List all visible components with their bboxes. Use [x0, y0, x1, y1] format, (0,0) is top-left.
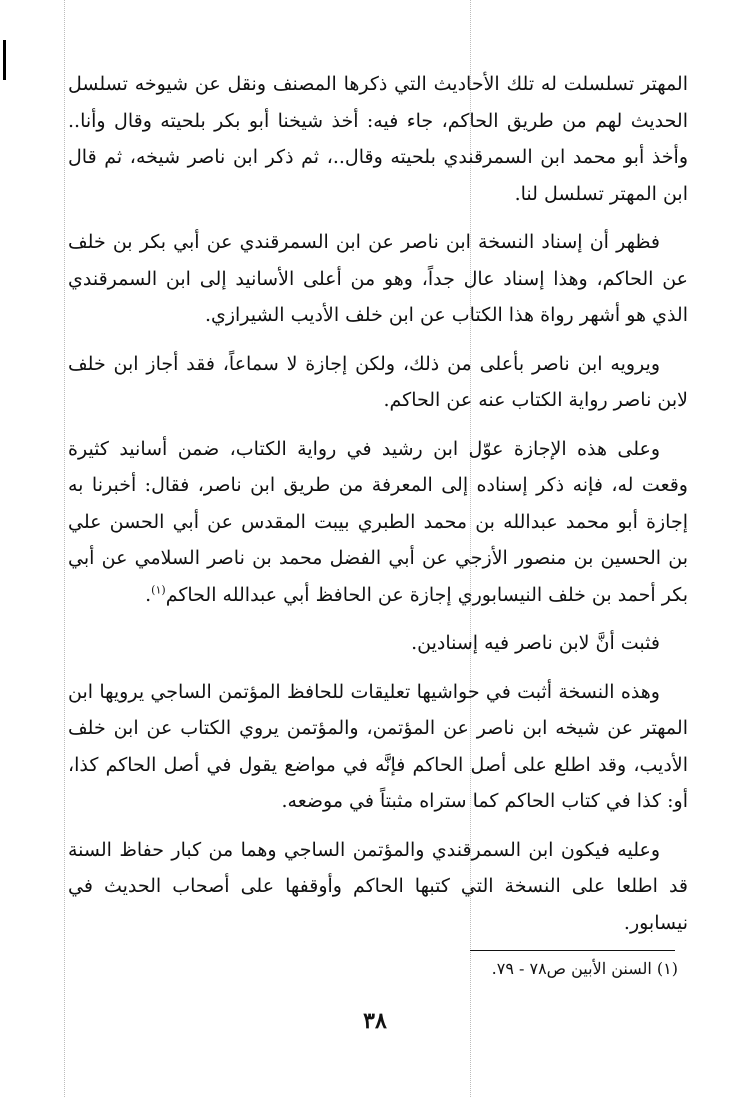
scan-edge-mark	[3, 40, 6, 80]
paragraph: المهتر تسلسلت له تلك الأحاديث التي ذكرها المصنف ونقل عن شيوخه تسلسل الحديث لهم من طريق الحاكم، جاء فيه: أخذ شيخنا أبو بكر بلحيته وقال وأنا.. وأخذ أبو محمد ابن السمرقندي بلحيته وقال..، ثم ذكر ابن ناصر شيخه، ثم قال ابن المهتر تسلسل لنا.	[68, 73, 688, 205]
paragraph: وعليه فيكون ابن السمرقندي والمؤتمن الساجي وهما من كبار حفاظ السنة قد اطلعا على النسخة التي كتبها الحاكم وأوقفها على أصحاب الحديث في نيسابور.	[68, 838, 688, 934]
footnote: (١) السنن الأبين ص٧٨ - ٧٩.	[491, 959, 678, 978]
paragraph: فثبت أنَّ لابن ناصر فيه إسنادين.	[411, 632, 660, 654]
scan-guide-line	[64, 0, 65, 1097]
paragraph: وهذه النسخة أثبت في حواشيها تعليقات للحافظ المؤتمن الساجي يرويها ابن المهتر عن شيخه ابن ناصر عن المؤتمن، والمؤتمن يروي الكتاب عن ابن خلف الأديب، وقد اطلع على أصل الحاكم فإنَّه في مواضع يقول في أصل الحاكم كذا، أو: كذا في كتاب الحاكم كما ستراه مثبتاً في موضعه.	[68, 680, 688, 812]
paragraph-text: وعلى هذه الإجازة عوّل ابن رشيد في رواية الكتاب، ضمن أسانيد كثيرة وقعت له، فإنه ذكر إسناده إلى المعرفة من طريق ابن ناصر، فقال: أخبرنا به إجازة أبو محمد عبدالله بن محمد الطبري بيبت المقدس عن أبي الحسن علي بن الحسين بن منصور الأزجي عن أبي الفضل محمد بن ناصر السلامي عن أبي بكر أحمد بن خلف النيسابوري إجازة عن الحافظ أبي عبدالله الحاكم	[68, 437, 688, 606]
footnote-separator	[470, 950, 675, 951]
page-body	[68, 66, 688, 953]
paragraph	[68, 431, 688, 614]
paragraph-end: .	[145, 583, 152, 606]
footnote-reference: (١)	[151, 583, 166, 597]
paragraph: ويرويه ابن ناصر بأعلى من ذلك، ولكن إجازة لا سماعاً، فقد أجاز ابن خلف لابن ناصر رواية الكتاب عنه عن الحاكم.	[68, 352, 688, 411]
page-number: ٣٨	[363, 1008, 387, 1034]
paragraph: فظهر أن إسناد النسخة ابن ناصر عن ابن السمرقندي عن أبي بكر بن خلف عن الحاكم، وهذا إسناد عال جداً، وهو من أعلى الأسانيد إلى ابن السمرقندي الذي هو أشهر رواة هذا الكتاب عن ابن خلف الأديب الشيرازي.	[68, 231, 688, 326]
